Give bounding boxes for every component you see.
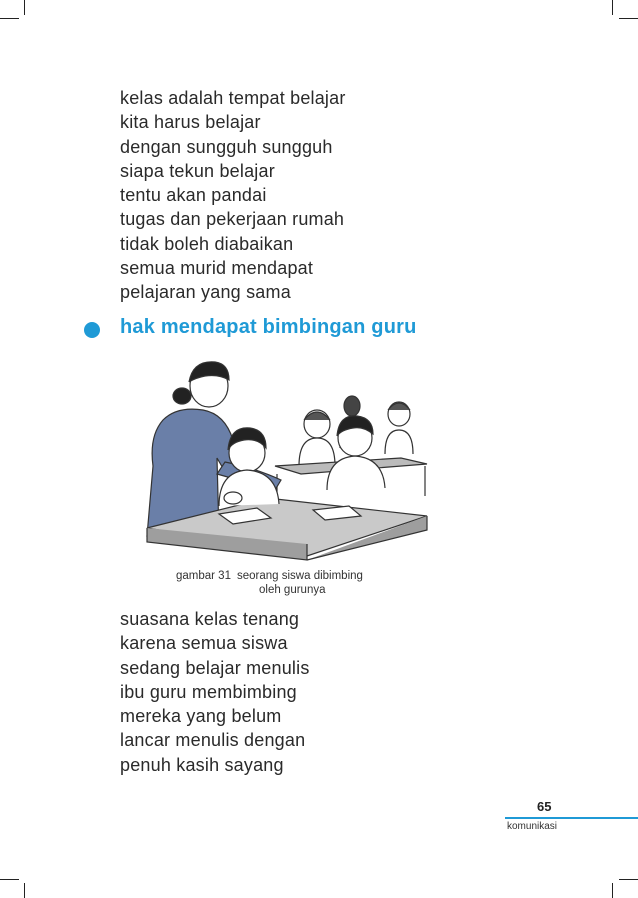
caption-label: gambar 31 bbox=[176, 570, 231, 582]
page-number: 65 bbox=[537, 799, 552, 814]
section-heading: hak mendapat bimbingan guru bbox=[120, 316, 417, 338]
poem-line: tugas dan pekerjaan rumah bbox=[120, 209, 345, 230]
poem-line: tentu akan pandai bbox=[120, 185, 267, 206]
poem-line: kelas adalah tempat belajar bbox=[120, 88, 346, 108]
heading-bullet-icon bbox=[84, 322, 100, 338]
footer-rule bbox=[505, 817, 638, 819]
poem-line: tidak boleh diabaikan bbox=[120, 233, 294, 254]
poem-line: lancar menulis dengan bbox=[120, 730, 306, 751]
figure-caption bbox=[176, 569, 369, 597]
poem-line: semua murid mendapat bbox=[120, 258, 314, 279]
caption-line-2: oleh gurunya bbox=[259, 584, 326, 596]
poem-line: kita harus belajar bbox=[120, 112, 261, 133]
caption-text: seorang siswa dibimbing bbox=[236, 570, 363, 582]
poem-line: karena semua siswa bbox=[120, 633, 288, 654]
poem-line: sedang belajar menulis bbox=[120, 657, 310, 678]
background-student-1 bbox=[299, 410, 335, 466]
classroom-drawing bbox=[127, 358, 430, 561]
poem-line: dengan sungguh sungguh bbox=[120, 136, 333, 157]
poem-line: pelajaran yang sama bbox=[120, 282, 291, 303]
background-student-3 bbox=[385, 402, 413, 454]
chapter-label: komunikasi bbox=[507, 821, 558, 832]
poem-line: ibu guru membimbing bbox=[120, 681, 297, 702]
poem-stanza-bottom bbox=[120, 607, 310, 777]
caption-line-1 bbox=[176, 569, 369, 583]
poem-line: suasana kelas tenang bbox=[120, 609, 300, 629]
poem-stanza-top bbox=[120, 86, 346, 305]
poem-line: penuh kasih sayang bbox=[120, 754, 284, 775]
poem-line: siapa tekun belajar bbox=[120, 160, 275, 181]
poem-line: mereka yang belum bbox=[120, 706, 282, 727]
student-figure-2 bbox=[327, 416, 385, 490]
classroom-illustration bbox=[127, 358, 430, 561]
